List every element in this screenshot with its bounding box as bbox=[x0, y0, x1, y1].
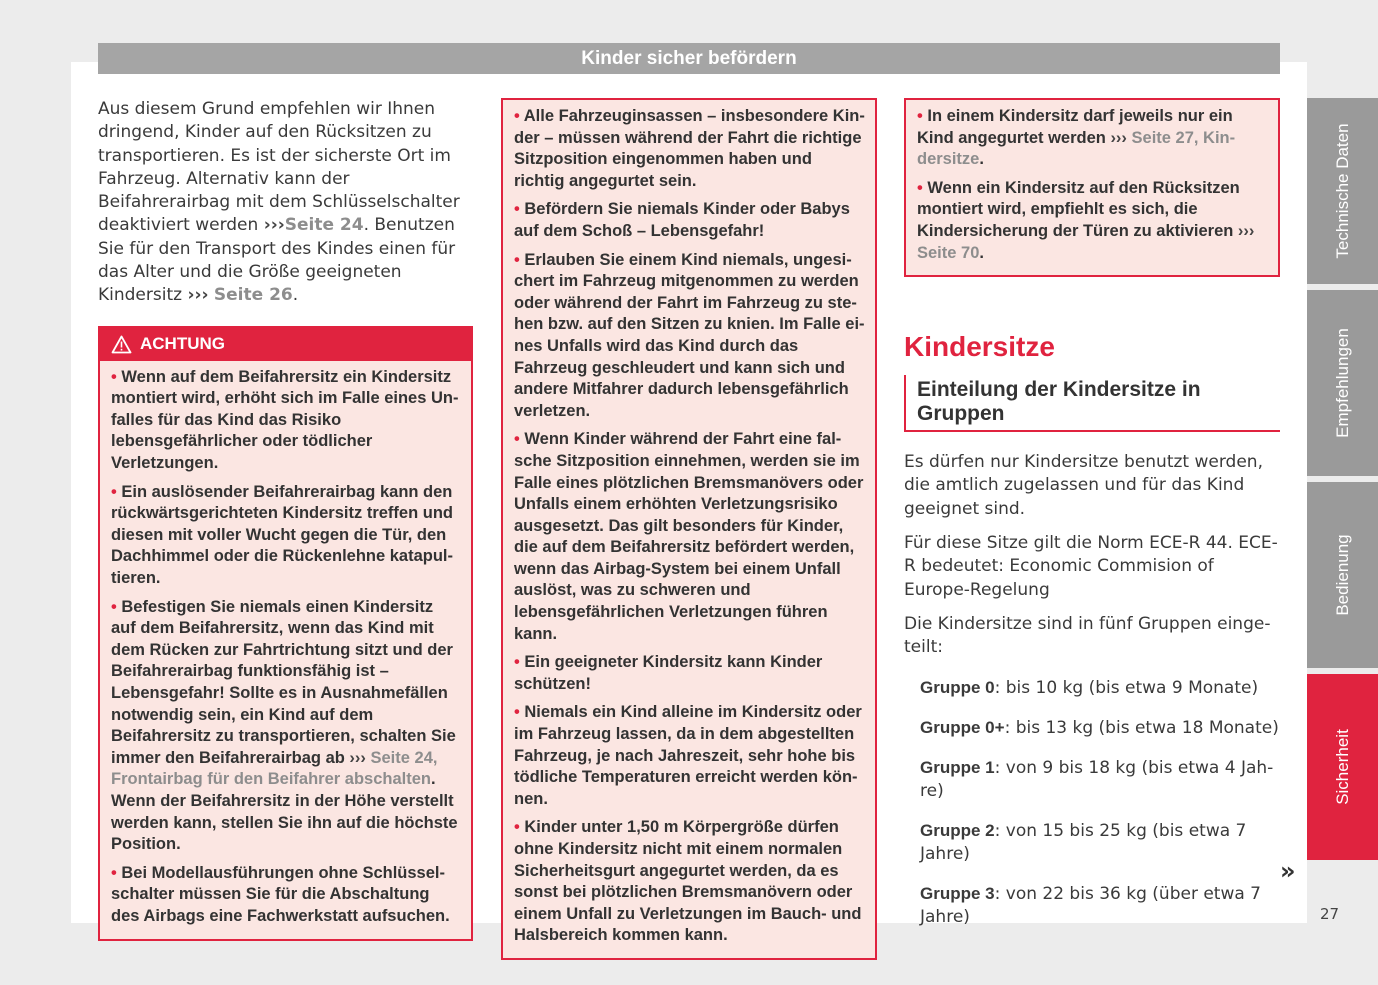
warning-item: • Kinder unter 1,50 m Körpergröße dürfen ohne Kindersitz nicht mit einem normalen Sicherheitsgurt angegurtet werden, da es sonst bei plötzlichen Bremsmanövern oder einem Unfall zu Verletzungen im Bauch- und Halsbereich kommen kann. bbox=[514, 818, 862, 945]
paragraph: Die Kindersitze sind in fünf Gruppen eingeteilt: bbox=[904, 613, 1271, 658]
column-2 bbox=[501, 98, 877, 960]
tab-bedienung[interactable]: Bedienung bbox=[1307, 482, 1378, 668]
warning-item: • Befestigen Sie niemals einen Kindersitz auf dem Beifahrersitz, wenn das Kind mit dem Rücken zur Fahrtrichtung sitzt und der Beifahrerairbag funktionsfähig ist – Lebensgefahr! Sollte es in Ausnahmefällen notwendig sein, ein Kind auf dem Beifahrersitz zu transportieren, schalten Sie immer den Beifahrerairbag ab ››› Seite 24, Frontairbag für den Beifahrer abschalten. Wenn der Beifahrersitz in der Höhe verstellt werden kann, stellen Sie ihn auf die höchste Position. bbox=[111, 597, 458, 854]
group-item: Gruppe 3: von 22 bis 36 kg (über etwa 7 Jahre) bbox=[920, 883, 1261, 927]
warning-box-continued bbox=[501, 98, 877, 960]
paragraph: Für diese Sitze gilt die Norm ECE-R 44. ECE-R bedeutet: Economic Commision of Europe-Regelung bbox=[904, 533, 1278, 600]
link-seite-27[interactable]: Seite 27, Kindersitze bbox=[917, 128, 1236, 169]
warning-box bbox=[98, 326, 473, 941]
warning-triangle-icon bbox=[111, 335, 132, 354]
warning-item: • Bei Modellausführungen ohne Schlüsselschalter müssen Sie für die Abschaltung des Airbags eine Fachwerkstatt aufsuchen. bbox=[111, 863, 450, 925]
warning-item: • Wenn ein Kindersitz auf den Rücksitzen montiert wird, empfiehlt es sich, die Kindersicherung der Türen zu aktivieren ››› Seite 70. bbox=[917, 178, 1255, 262]
link-seite-24[interactable]: Seite 24 bbox=[284, 215, 364, 236]
group-item: Gruppe 0+: bis 13 kg (bis etwa 18 Monate) bbox=[920, 717, 1279, 738]
tab-sicherheit[interactable]: Sicherheit bbox=[1307, 674, 1378, 860]
ref-arrow: ››› bbox=[263, 215, 285, 236]
warning-header bbox=[100, 328, 471, 361]
warning-item: • Ein auslösender Beifahrerairbag kann den rückwärtsgerichteten Kindersitz treffen und diesen mit voller Wucht gegen die Tür, den Dachhimmel oder die Rückenlehne katapultieren. bbox=[111, 482, 454, 588]
chapter-header: Kinder sicher befördern bbox=[98, 43, 1280, 74]
link-seite-26[interactable]: Seite 26 bbox=[213, 285, 293, 306]
ref-arrow: ››› bbox=[187, 285, 209, 306]
warning-item: • Befördern Sie niemals Kinder oder Babys auf dem Schoß – Lebensgefahr! bbox=[514, 200, 850, 240]
warning-item: • Erlauben Sie einem Kind niemals, ungesichert im Fahrzeug mitgenommen zu werden oder während der Fahrt im Fahrzeug zu stehen bzw. auf den Sitzen zu knien. Im Falle eines Unfalls wird das Kind durch das Fahrzeug geschleudert und kann sich und andere Mitfahrer dadurch lebensgefährlich verletzen. bbox=[514, 250, 865, 420]
section-title: Kindersitze bbox=[904, 331, 1055, 363]
column-3 bbox=[904, 98, 1280, 929]
continue-marker: » bbox=[1280, 857, 1296, 885]
column-1 bbox=[98, 98, 473, 941]
intro-paragraph: Aus diesem Grund empfehlen wir Ihnen dringend, Kinder auf den Rücksitzen zu transportieren. Es ist der sicherste Ort im Fahrzeug. Alternativ kann der Beifahrerairbag mit dem Schlüsselschalter deaktiviert werden ›››Seite 24. Benutzen Sie für den Transport des Kindes einen für das Alter und die Größe geeigneten Kindersitz ››› Seite 26. bbox=[98, 99, 460, 306]
warning-item: • Wenn auf dem Beifahrersitz ein Kindersitz montiert wird, erhöht sich im Falle eines Unfalles für das Kind das Risiko lebensgefährlicher oder tödlicher Verletzungen. bbox=[111, 367, 459, 473]
link-frontairbag[interactable]: Seite 24, Frontairbag für den Beifahrer abschalten bbox=[111, 748, 438, 789]
warning-item: • Ein geeigneter Kindersitz kann Kinder schützen! bbox=[514, 653, 823, 693]
ref-arrow: ››› bbox=[349, 748, 366, 767]
paragraph: Es dürfen nur Kindersitze benutzt werden, die amtlich zugelassen und für das Kind geeignet sind. bbox=[904, 452, 1263, 519]
warning-title: ACHTUNG bbox=[140, 334, 225, 354]
tab-technische-daten[interactable]: Technische Daten bbox=[1307, 98, 1378, 284]
group-item: Gruppe 0: bis 10 kg (bis etwa 9 Monate) bbox=[920, 677, 1259, 698]
warning-item: • Alle Fahrzeuginsassen – insbesondere Kinder – müssen während der Fahrt die richtige Sitzposition eingenommen haben und richtig angegurtet sein. bbox=[514, 107, 865, 190]
tab-empfehlungen[interactable]: Empfehlungen bbox=[1307, 290, 1378, 476]
warning-item: • In einem Kindersitz darf jeweils nur ein Kind angegurtet werden ››› Seite 27, Kindersitze. bbox=[917, 107, 1236, 169]
ref-arrow: ››› bbox=[1237, 221, 1255, 240]
group-item: Gruppe 1: von 9 bis 18 kg (bis etwa 4 Jahre) bbox=[920, 757, 1274, 801]
warning-item: • Wenn Kinder während der Fahrt eine falsche Sitzposition einnehmen, werden sie im Falle eines plötzlichen Bremsmanövers oder Unfalls einem erhöhten Verletzungsrisiko ausgesetzt. Das gilt besonders für Kinder, die auf dem Beifahrersitz befördert werden, wenn das Airbag-System bei einem Unfall auslöst, was zu schweren und lebensgefährlichen Verletzungen führen kann. bbox=[514, 430, 864, 643]
warning-item: • Niemals ein Kind alleine im Kindersitz oder im Fahrzeug lassen, da in dem abgestellten Fahrzeug, je nach Jahreszeit, sehr hohe bis tödliche Temperaturen erreicht werden können. bbox=[514, 703, 862, 808]
link-seite-70[interactable]: Seite 70 bbox=[917, 243, 980, 262]
page-number: 27 bbox=[1320, 905, 1340, 923]
group-item: Gruppe 2: von 15 bis 25 kg (bis etwa 7 Jahre) bbox=[920, 820, 1247, 864]
ref-arrow: ››› bbox=[1110, 128, 1127, 147]
subsection-title: Einteilung der Kindersitze in Gruppen bbox=[904, 375, 1280, 432]
warning-box-continued bbox=[904, 98, 1280, 277]
